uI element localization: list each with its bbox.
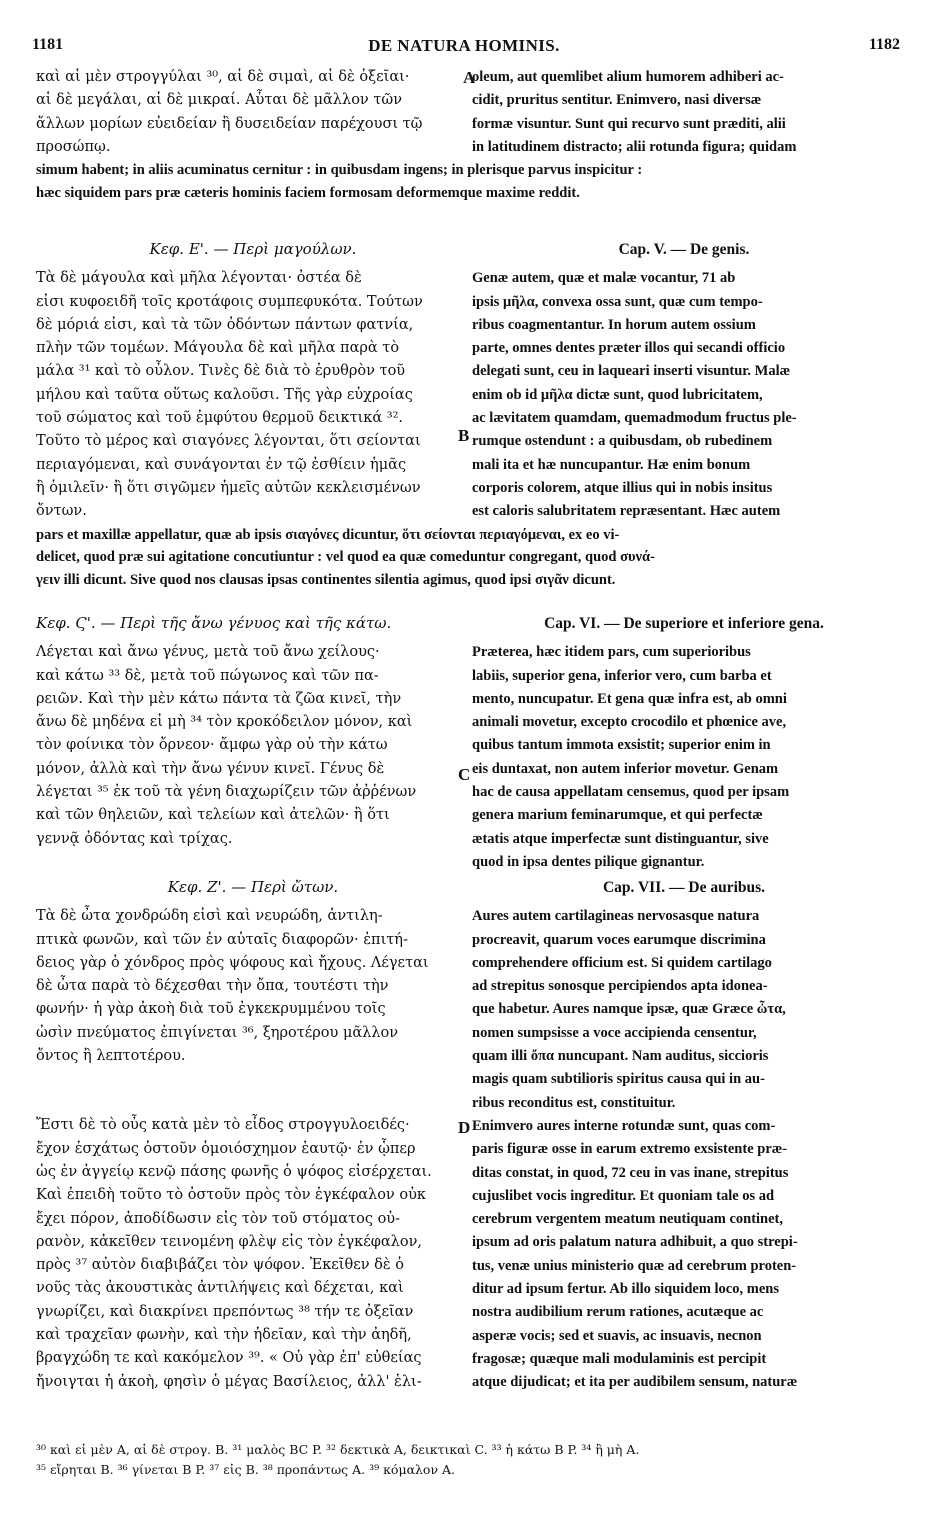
greek-line: πτικὰ φωνῶν, καὶ τῶν ἐν αὐταῖς διαφορῶν· ἐπιτή-	[36, 931, 408, 948]
page-number-left: 1181	[32, 36, 64, 53]
latin-line: est caloris salubritatem repræsentant. Hæc autem	[472, 503, 781, 520]
chapter-5-greek-heading: Κεφ. Ε'. — Περὶ μαγούλων.	[149, 240, 357, 258]
footnote-line: ³⁵ εἴρηται B. ³⁶ γίνεται B P. ³⁷ εἰς B. ³⁸ προπάντως A. ³⁹ κόμαλον A.	[36, 1462, 456, 1477]
greek-line: προσώπῳ.	[36, 138, 111, 155]
full-line: pars et maxillæ appellatur, quæ ab ipsis σιαγόνες dicuntur, ὅτι σείονται περιαγόμεναι, ex eo vi-	[36, 526, 620, 543]
latin-line: quod in ipsa dentes pilique gignantur.	[472, 853, 705, 870]
latin-line: labiis, superior gena, inferior vero, cum barba et	[472, 667, 772, 684]
greek-line: αἱ δὲ μεγάλαι, αἱ δὲ μικραί. Αὗται δὲ μᾶλλον τῶν	[36, 92, 403, 109]
greek-line: καὶ τῶν θηλειῶν, καὶ τελείων καὶ ἀτελῶν· ἢ ὅτι	[36, 807, 390, 824]
latin-line: ipsum ad oris palatum natura adhibuit, a quo strepi-	[472, 1234, 798, 1251]
greek-line: βραγχώδη τε καὶ κακόμελον ³⁹. « Οὐ γὰρ ἐπ' εὐθείας	[36, 1350, 422, 1367]
latin-line: ad strepitus sonosque percipiendos apta idonea-	[472, 978, 768, 995]
greek-line: ὠσὶν πνεύματος ἐπιγίνεται ³⁶, ξηροτέρου μᾶλλον	[36, 1024, 399, 1041]
greek-line: λέγεται ³⁵ ἐκ τοῦ τὰ γένη διαχωρίζειν τῶν ἀῤῥένων	[36, 784, 417, 801]
latin-line: Genæ autem, quæ et malæ vocantur, 71 ab	[472, 270, 736, 287]
latin-line: Aures autem cartilagineas nervosasque natura	[472, 908, 760, 925]
latin-line: rumque ostendunt : a quibusdam, ob rubedinem	[472, 433, 773, 450]
greek-line: πρὸς ³⁷ αὐτὸν διαβιβάζει τὸν ψόφον. Ἐκεῖθεν δὲ ὁ	[36, 1257, 404, 1274]
greek-line: Τὰ δὲ ὦτα χονδρώδη εἰσὶ καὶ νευρώδη, ἀντιλη-	[36, 908, 383, 925]
latin-line: ditas constat, in quod, 72 ceu in vas inane, strepitus	[472, 1164, 789, 1181]
greek-line: ἔχον ἐσχάτως ὀστοῦν ὁμοιόσχημον ἑαυτῷ· ἐν ᾧπερ	[36, 1140, 416, 1157]
greek-line: δειος γὰρ ὁ χόνδρος πρὸς ψόφους καὶ ἤχους. Λέγεται	[36, 954, 429, 971]
latin-line: atque dijudicat; et ita per audibilem sensum, naturæ	[472, 1374, 798, 1391]
greek-line: Καὶ ἐπειδὴ τοῦτο τὸ ὀστοῦν πρὸς τὸν ἐγκέφαλον οὐκ	[36, 1187, 426, 1204]
greek-line: μόνον, ἀλλὰ καὶ τὴν ἄνω γένυν κινεῖ. Γένυς δὲ	[36, 760, 385, 777]
greek-line: ἢ ὁμιλεῖν· ἢ ὅτι σιγῶμεν ἡμεῖς αὐτῶν κεκλεισμένων	[36, 479, 421, 496]
intro-latin-column	[472, 66, 896, 159]
latin-line: Enimvero aures interne rotundæ sunt, quas com-	[472, 1117, 776, 1134]
latin-line: tus, venæ unius ministerio quæ ad cerebrum proten-	[472, 1257, 797, 1274]
latin-line: oleum, aut quemlibet alium humorem adhiberi ac-	[472, 69, 784, 85]
running-title: DE NATURA HOMINIS.	[368, 36, 560, 55]
latin-line: ac lævitatem quamdam, quemadmodum fructus ple-	[472, 410, 797, 427]
chapter-6-latin-heading: Cap. VI. — De superiore et inferiore gena.	[544, 615, 824, 632]
greek-line: ὄντος ἢ λεπτοτέρου.	[36, 1048, 186, 1065]
latin-line: cujuslibet vocis ingreditur. Et quoniam tale os ad	[472, 1187, 775, 1204]
greek-line: περιαγόμεναι, καὶ συνάγονται ἐν τῷ ἐσθίειν ἡμᾶς	[36, 456, 407, 473]
full-line: γειν illi dicunt. Sive quod nos clausas ipsas continentes silentia agimus, quod ipsi σιγᾶν dicunt.	[36, 571, 616, 588]
greek-line: ὡς ἐν ἀγγείῳ κενῷ πάσης φωνῆς ὁ ψόφος εἰσέρχεται.	[36, 1163, 432, 1180]
latin-line: eis duntaxat, non autem inferior movetur. Genam	[472, 760, 779, 777]
greek-line: Ἔστι δὲ τὸ οὖς κατὰ μὲν τὸ εἶδος στρογγυλοειδές·	[36, 1117, 410, 1134]
chapter-5	[36, 238, 896, 591]
greek-line: ρειῶν. Καὶ τὴν μὲν κάτω πάντα τὰ ζῶα κινεῖ, τὴν	[36, 690, 402, 707]
latin-line: ditur ad ipsum fertur. Ab illo siquidem loco, mens	[472, 1281, 779, 1298]
greek-line: ἄλλων μορίων εὐειδείαν ἢ δυσειδείαν παρέχουσι τῷ	[36, 115, 423, 132]
greek-line: γεννᾷ ὀδόντας καὶ τρίχας.	[36, 830, 233, 847]
latin-line: magis quam subtilioris spiritus causa qui in au-	[472, 1071, 765, 1088]
latin-line: hac de causa appellatam censemus, quod per ipsam	[472, 784, 790, 801]
latin-line: cerebrum vergentem meatum neutiquam continet,	[472, 1211, 784, 1228]
greek-line: τὸν φοίνικα τὸν ὄρνεον· ἄμφω γὰρ οὐ τὴν κάτω	[36, 737, 388, 754]
greek-line: νοῦς τὰς ἀκουστικὰς ἀντιλήψεις καὶ δέχεται, καὶ	[36, 1280, 404, 1297]
latin-line: delegati sunt, ceu in laqueari inserti visuntur. Malæ	[472, 363, 791, 380]
greek-line: ἔχει πόρον, ἀποδίδωσιν εἰς τὸν τοῦ στόματος οὐ-	[36, 1210, 401, 1227]
greek-line: δὲ μόριά εἰσι, καὶ τὰ τῶν ὀδόντων πάντων φατνία,	[36, 316, 414, 333]
latin-line: que habetur. Aures namque ipsæ, quæ Græce ὦτα,	[472, 1001, 786, 1018]
chapter-5-latin	[472, 238, 896, 524]
latin-line: mento, nuncupatur. Et gena quæ infra est, ab omni	[472, 690, 787, 707]
chapter-6	[36, 612, 896, 874]
margin-letter-c: C	[458, 765, 471, 784]
page-number-right: 1182	[868, 36, 900, 53]
latin-line: animali movetur, excepto crocodilo et phœnice ave,	[472, 714, 787, 731]
greek-line: φωνήν· ἡ γὰρ ἀκοὴ διὰ τοῦ ἐγκεκρυμμένου τοῖς	[36, 1001, 386, 1018]
greek-line: καὶ αἱ μὲν στρογγύλαι ³⁰, αἱ δὲ σιμαὶ, αἱ δὲ ὀξεῖαι·	[36, 69, 410, 85]
footnotes	[36, 1440, 896, 1480]
greek-line: εἰσι κυφοειδῆ τοῖς κροτάφοις συμπεφυκότα. Τούτων	[36, 293, 423, 310]
latin-line: parte, omnes dentes præter illos qui secandi officio	[472, 340, 786, 357]
greek-line: Τὰ δὲ μάγουλα καὶ μῆλα λέγονται· ὀστέα δὲ	[36, 270, 362, 287]
latin-line: paris figuræ osse in earum extremo exsistente præ-	[472, 1141, 788, 1158]
latin-line: genera marium feminarumque, et qui perfectæ	[472, 807, 763, 824]
greek-line: ὄντων.	[36, 503, 87, 520]
latin-line: procreavit, quarum voces earumque discrimina	[472, 931, 766, 948]
greek-line: ρανὸν, κἀκεῖθεν τεινομένη φλὲψ εἰς τὸν ἐγκέφαλον,	[36, 1233, 422, 1250]
latin-line: Præterea, hæc itidem pars, cum superioribus	[472, 644, 751, 661]
intro-greek-column	[36, 66, 470, 159]
chapter-5-full-width	[36, 524, 896, 592]
greek-line: δὲ ὦτα παρὰ τὸ δέχεσθαι τὴν ὄπα, τουτέστι τὴν	[36, 978, 389, 995]
chapter-7-latin	[472, 876, 896, 1395]
chapter-6-greek-heading: Κεφ. Ϛ'. — Περὶ τῆς ἄνω γένυος καὶ τῆς κάτω.	[36, 614, 392, 632]
latin-line: cidit, pruritus sentitur. Enimvero, nasi diversæ	[472, 92, 762, 109]
full-line: hæc siquidem pars præ cæteris hominis faciem formosam deformemque maxime reddit.	[36, 184, 580, 201]
latin-line: ipsis μῆλα, convexa ossa sunt, quæ cum tempo-	[472, 293, 763, 310]
latin-line: quam illi ὄπα nuncupant. Nam auditus, siccioris	[472, 1048, 769, 1065]
greek-line: ἄνω δὲ μηδένα εἰ μὴ ³⁴ τὸν κροκόδειλον μόνον, καὶ	[36, 714, 413, 731]
latin-line: mali ita et hæ nuncupantur. Hæ enim bonum	[472, 456, 751, 473]
greek-line: Λέγεται καὶ ἄνω γένυς, μετὰ τοῦ ἄνω χείλους·	[36, 644, 380, 661]
chapter-7-latin-heading: Cap. VII. — De auribus.	[602, 879, 766, 896]
latin-line: fragosæ; quæque mali modulaminis est percipit	[472, 1350, 767, 1367]
latin-line: asperæ vocis; sed et suavis, ac insuavis, necnon	[472, 1327, 762, 1344]
greek-line: γνωρίζει, καὶ διακρίνει πρεπόντως ³⁸ τήν τε ὀξεῖαν	[36, 1303, 414, 1320]
chapter-6-latin	[472, 612, 896, 874]
full-line: simum habent; in aliis acuminatus cernitur : in quibusdam ingens; in plerisque parvus inspicitur :	[36, 162, 643, 179]
latin-line: formæ visuntur. Sunt qui recurvo sunt præditi, alii	[472, 115, 786, 132]
greek-line: Τοῦτο τὸ μέρος καὶ σιαγόνες λέγονται, ὅτι σείονται	[36, 433, 421, 450]
running-header	[28, 36, 900, 56]
intro-full-width	[36, 159, 896, 204]
latin-line: ribus coagmentantur. In horum autem ossium	[472, 316, 756, 333]
footnote-line: ³⁰ καὶ εἰ μὲν A, αἱ δὲ στρογ. B. ³¹ μαλὸς BC P. ³² δεκτικὰ A, δεικτικαὶ C. ³³ ἡ κάτω B P. ³⁴ ἢ μὴ A.	[36, 1442, 640, 1457]
latin-line: ribus reconditus est, constituitur.	[472, 1094, 676, 1111]
greek-line: πλὴν τῶν τομέων. Μάγουλα δὲ καὶ μῆλα παρὰ τὸ	[36, 340, 400, 357]
margin-letter-a: A	[463, 68, 476, 87]
margin-letter-d: D	[458, 1118, 471, 1137]
latin-line: in latitudinem distracto; alii rotunda figura; quidam	[472, 138, 797, 155]
greek-line: ἤνοιγται ἡ ἀκοὴ, φησὶν ὁ μέγας Βασίλειος, ἀλλ' ἑλι-	[36, 1373, 422, 1390]
chapter-5-greek	[36, 238, 470, 524]
greek-line: μάλα ³¹ καὶ τὸ οὖλον. Τινὲς δὲ διὰ τὸ ἐρυθρὸν τοῦ	[36, 363, 406, 380]
latin-line: enim ob id μῆλα dictæ sunt, quod lubricitatem,	[472, 386, 763, 403]
greek-line: μήλου καὶ ταῦτα οὕτως καλοῦσι. Τῆς γὰρ εὐχροίας	[36, 386, 413, 403]
latin-line: corporis colorem, atque illius qui in nobis insitus	[472, 479, 773, 496]
latin-line: ætatis atque imperfectæ sunt distinguantur, sive	[472, 830, 769, 847]
greek-line: καὶ κάτω ³³ δὲ, μετὰ τοῦ πώγωνος καὶ τῶν πα-	[36, 667, 379, 684]
greek-line: καὶ τραχεῖαν φωνὴν, καὶ τὴν ἡδεῖαν, καὶ τὴν ἀηδῆ,	[36, 1327, 412, 1344]
chapter-7-greek-heading: Κεφ. Ζ'. — Περὶ ὤτων.	[167, 878, 339, 896]
margin-letter-b: B	[458, 426, 470, 445]
chapter-5-latin-heading: Cap. V. — De genis.	[618, 241, 750, 258]
latin-line: nostra audibilium rerum rationes, acutæque ac	[472, 1304, 764, 1321]
latin-line: comprehendere officium est. Si quidem cartilago	[472, 954, 772, 971]
latin-line: quibus tantum immota exsistit; superior enim in	[472, 737, 771, 754]
chapter-6-greek	[36, 612, 470, 874]
latin-line: nomen sumpsisse a voce accipienda censentur,	[472, 1024, 757, 1041]
greek-line: τοῦ σώματος καὶ τοῦ ἐμφύτου θερμοῦ δεικτικά ³².	[36, 410, 404, 427]
full-line: delicet, quod præ sui agitatione concutiuntur : vel quod ea quæ comeduntur congregant, quod συνά-	[36, 549, 655, 566]
chapter-7-greek	[36, 876, 470, 1395]
